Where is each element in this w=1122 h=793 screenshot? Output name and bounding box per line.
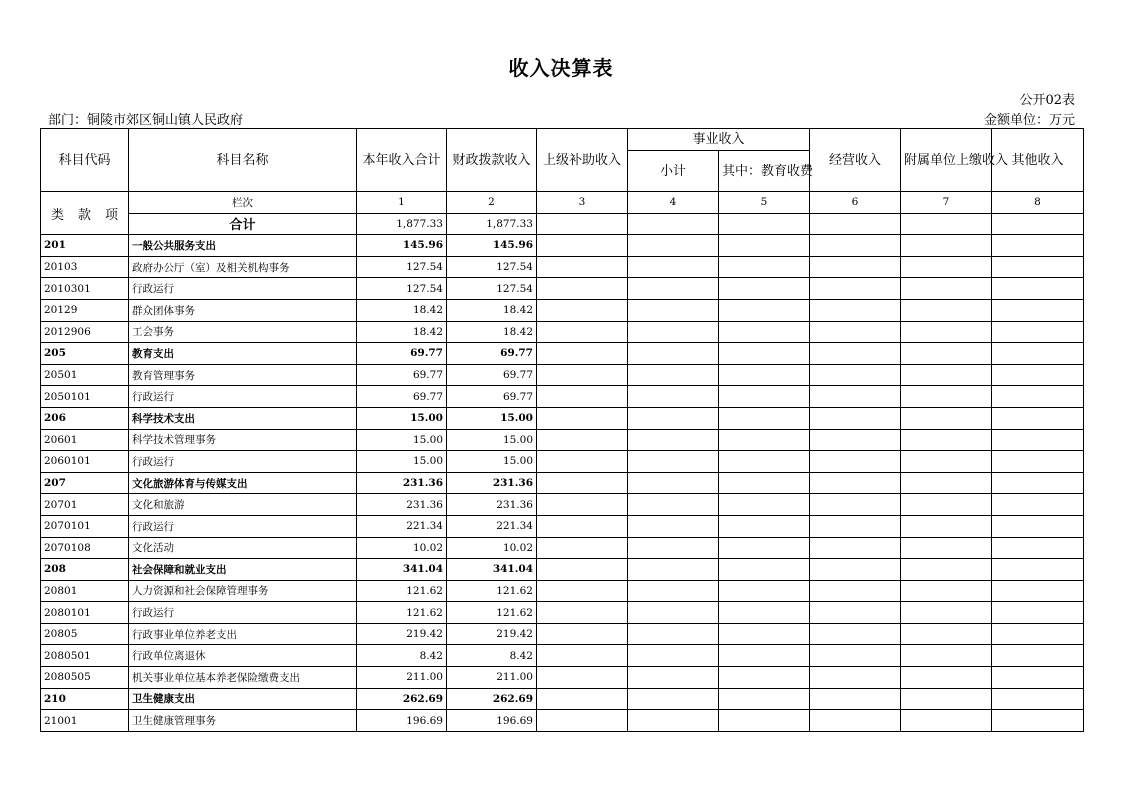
header-career-education: 其中：教育收费 <box>719 151 810 192</box>
empty-cell <box>628 213 719 235</box>
subject-name: 卫生健康支出 <box>129 688 357 710</box>
empty-cell <box>810 515 901 537</box>
empty-cell <box>628 429 719 451</box>
empty-cell <box>901 710 992 732</box>
row-total: 8.42 <box>357 645 447 667</box>
empty-cell <box>810 602 901 624</box>
empty-cell <box>628 645 719 667</box>
empty-cell <box>719 364 810 386</box>
header-name: 科目名称 <box>129 129 357 192</box>
row-fiscal: 15.00 <box>447 429 537 451</box>
row-fiscal: 18.42 <box>447 321 537 343</box>
empty-cell <box>719 407 810 429</box>
row-fiscal: 10.02 <box>447 537 537 559</box>
empty-cell <box>537 364 628 386</box>
subject-name: 科学技术支出 <box>129 407 357 429</box>
empty-cell <box>992 407 1084 429</box>
empty-cell <box>719 343 810 365</box>
empty-cell <box>901 559 992 581</box>
header-affiliated: 附属单位上缴收入 <box>901 129 992 192</box>
empty-cell <box>992 515 1084 537</box>
empty-cell <box>628 256 719 278</box>
empty-cell <box>810 580 901 602</box>
empty-cell <box>901 321 992 343</box>
subject-code: 2010301 <box>41 278 129 300</box>
empty-cell <box>810 429 901 451</box>
subject-name: 科学技术管理事务 <box>129 429 357 451</box>
subject-code: 21001 <box>41 710 129 732</box>
empty-cell <box>992 235 1084 257</box>
empty-cell <box>628 407 719 429</box>
empty-cell <box>901 667 992 689</box>
header-other: 其他收入 <box>992 129 1084 192</box>
empty-cell <box>537 213 628 235</box>
col-num-2: 2 <box>447 192 537 214</box>
subject-name: 行政运行 <box>129 386 357 408</box>
empty-cell <box>537 343 628 365</box>
header-fiscal: 财政拨款收入 <box>447 129 537 192</box>
income-table <box>40 128 1084 732</box>
row-fiscal: 219.42 <box>447 623 537 645</box>
row-total: 262.69 <box>357 688 447 710</box>
header-code: 科目代码 <box>41 129 129 192</box>
row-total: 18.42 <box>357 321 447 343</box>
col-num-1: 1 <box>357 192 447 214</box>
col-num-3: 3 <box>537 192 628 214</box>
empty-cell <box>628 515 719 537</box>
table-row <box>41 278 1084 300</box>
empty-cell <box>537 645 628 667</box>
empty-cell <box>901 537 992 559</box>
subject-name: 文化活动 <box>129 537 357 559</box>
row-total: 69.77 <box>357 343 447 365</box>
subject-name: 行政事业单位养老支出 <box>129 623 357 645</box>
subject-code: 2060101 <box>41 451 129 473</box>
empty-cell <box>719 710 810 732</box>
empty-cell <box>810 472 901 494</box>
empty-cell <box>810 537 901 559</box>
row-fiscal: 127.54 <box>447 278 537 300</box>
page-title: 收入决算表 <box>508 56 614 80</box>
col-num-8: 8 <box>992 192 1084 214</box>
subject-name: 群众团体事务 <box>129 299 357 321</box>
empty-cell <box>628 299 719 321</box>
department-label: 部门：铜陵市郊区铜山镇人民政府 <box>48 113 244 128</box>
empty-cell <box>628 623 719 645</box>
subject-code: 20129 <box>41 299 129 321</box>
empty-cell <box>901 364 992 386</box>
subject-name: 文化旅游体育与传媒支出 <box>129 472 357 494</box>
empty-cell <box>719 688 810 710</box>
empty-cell <box>992 623 1084 645</box>
empty-cell <box>628 688 719 710</box>
table-row <box>41 494 1084 516</box>
empty-cell <box>719 494 810 516</box>
row-total: 121.62 <box>357 602 447 624</box>
lanci-label: 栏次 <box>129 192 357 214</box>
table-row <box>41 645 1084 667</box>
subject-name: 文化和旅游 <box>129 494 357 516</box>
table-row <box>41 710 1084 732</box>
empty-cell <box>810 299 901 321</box>
empty-cell <box>992 710 1084 732</box>
column-number-row <box>41 192 1084 214</box>
empty-cell <box>901 299 992 321</box>
empty-cell <box>537 602 628 624</box>
subject-code: 2070108 <box>41 537 129 559</box>
empty-cell <box>810 386 901 408</box>
empty-cell <box>901 235 992 257</box>
empty-cell <box>628 494 719 516</box>
subject-name: 工会事务 <box>129 321 357 343</box>
empty-cell <box>901 494 992 516</box>
empty-cell <box>537 451 628 473</box>
empty-cell <box>628 364 719 386</box>
table-row <box>41 667 1084 689</box>
row-total: 15.00 <box>357 451 447 473</box>
empty-cell <box>992 559 1084 581</box>
empty-cell <box>537 407 628 429</box>
subject-code: 2080501 <box>41 645 129 667</box>
empty-cell <box>901 602 992 624</box>
empty-cell <box>992 429 1084 451</box>
empty-cell <box>537 515 628 537</box>
col-num-5: 5 <box>719 192 810 214</box>
empty-cell <box>810 235 901 257</box>
subject-name: 教育支出 <box>129 343 357 365</box>
subject-code: 2012906 <box>41 321 129 343</box>
empty-cell <box>992 256 1084 278</box>
row-fiscal: 231.36 <box>447 472 537 494</box>
table-row <box>41 429 1084 451</box>
subject-name: 教育管理事务 <box>129 364 357 386</box>
table-row <box>41 515 1084 537</box>
empty-cell <box>992 645 1084 667</box>
empty-cell <box>628 710 719 732</box>
row-fiscal: 18.42 <box>447 299 537 321</box>
col-num-4: 4 <box>628 192 719 214</box>
empty-cell <box>810 667 901 689</box>
empty-cell <box>901 645 992 667</box>
row-fiscal: 196.69 <box>447 710 537 732</box>
empty-cell <box>992 343 1084 365</box>
empty-cell <box>719 235 810 257</box>
header-career-subtotal: 小计 <box>628 151 719 192</box>
row-total: 15.00 <box>357 407 447 429</box>
empty-cell <box>901 515 992 537</box>
empty-cell <box>628 472 719 494</box>
empty-cell <box>719 537 810 559</box>
empty-cell <box>628 580 719 602</box>
empty-cell <box>901 343 992 365</box>
subject-name: 社会保障和就业支出 <box>129 559 357 581</box>
empty-cell <box>901 580 992 602</box>
empty-cell <box>992 278 1084 300</box>
empty-cell <box>537 559 628 581</box>
empty-cell <box>719 386 810 408</box>
table-row <box>41 688 1084 710</box>
row-total: 121.62 <box>357 580 447 602</box>
table-row <box>41 451 1084 473</box>
header-superior: 上级补助收入 <box>537 129 628 192</box>
level-xiang: 项 <box>104 207 118 223</box>
subject-code: 20801 <box>41 580 129 602</box>
empty-cell <box>628 602 719 624</box>
empty-cell <box>719 299 810 321</box>
level-cell <box>41 192 129 235</box>
table-row <box>41 235 1084 257</box>
table-row <box>41 321 1084 343</box>
subject-name: 行政运行 <box>129 602 357 624</box>
empty-cell <box>628 667 719 689</box>
empty-cell <box>537 688 628 710</box>
empty-cell <box>719 213 810 235</box>
unit-label: 金额单位：万元 <box>983 113 1075 128</box>
table-row <box>41 623 1084 645</box>
empty-cell <box>719 559 810 581</box>
subject-code: 205 <box>41 343 129 365</box>
row-fiscal: 69.77 <box>447 386 537 408</box>
empty-cell <box>628 559 719 581</box>
empty-cell <box>719 256 810 278</box>
empty-cell <box>537 256 628 278</box>
empty-cell <box>810 645 901 667</box>
empty-cell <box>628 537 719 559</box>
empty-cell <box>628 386 719 408</box>
empty-cell <box>901 429 992 451</box>
subject-name: 行政单位离退休 <box>129 645 357 667</box>
row-fiscal: 145.96 <box>447 235 537 257</box>
table-row <box>41 559 1084 581</box>
empty-cell <box>537 429 628 451</box>
empty-cell <box>992 667 1084 689</box>
empty-cell <box>992 299 1084 321</box>
table-row <box>41 343 1084 365</box>
empty-cell <box>537 235 628 257</box>
subject-name: 卫生健康管理事务 <box>129 710 357 732</box>
row-fiscal: 211.00 <box>447 667 537 689</box>
row-fiscal: 231.36 <box>447 494 537 516</box>
empty-cell <box>810 688 901 710</box>
empty-cell <box>992 472 1084 494</box>
subject-name: 政府办公厅（室）及相关机构事务 <box>129 256 357 278</box>
empty-cell <box>537 299 628 321</box>
empty-cell <box>719 472 810 494</box>
subject-name: 一般公共服务支出 <box>129 235 357 257</box>
table-row <box>41 407 1084 429</box>
subject-name: 行政运行 <box>129 278 357 300</box>
table-row <box>41 364 1084 386</box>
empty-cell <box>901 256 992 278</box>
row-fiscal: 221.34 <box>447 515 537 537</box>
total-label: 合计 <box>129 213 357 235</box>
subject-code: 208 <box>41 559 129 581</box>
empty-cell <box>537 386 628 408</box>
empty-cell <box>628 343 719 365</box>
subject-code: 207 <box>41 472 129 494</box>
subject-code: 20103 <box>41 256 129 278</box>
row-total: 127.54 <box>357 278 447 300</box>
empty-cell <box>810 321 901 343</box>
subject-code: 20601 <box>41 429 129 451</box>
empty-cell <box>537 580 628 602</box>
subject-name: 人力资源和社会保障管理事务 <box>129 580 357 602</box>
row-fiscal: 15.00 <box>447 407 537 429</box>
empty-cell <box>537 321 628 343</box>
row-total: 10.02 <box>357 537 447 559</box>
empty-cell <box>628 321 719 343</box>
empty-cell <box>992 602 1084 624</box>
empty-cell <box>992 213 1084 235</box>
empty-cell <box>719 278 810 300</box>
subject-code: 206 <box>41 407 129 429</box>
empty-cell <box>537 623 628 645</box>
row-total: 211.00 <box>357 667 447 689</box>
subject-name: 行政运行 <box>129 451 357 473</box>
empty-cell <box>992 537 1084 559</box>
col-num-7: 7 <box>901 192 992 214</box>
col-num-6: 6 <box>810 192 901 214</box>
empty-cell <box>901 623 992 645</box>
empty-cell <box>901 472 992 494</box>
empty-cell <box>537 710 628 732</box>
empty-cell <box>719 429 810 451</box>
level-lei: 类 <box>50 207 64 223</box>
row-total: 231.36 <box>357 494 447 516</box>
subject-name: 机关事业单位基本养老保险缴费支出 <box>129 667 357 689</box>
empty-cell <box>901 407 992 429</box>
subject-code: 201 <box>41 235 129 257</box>
empty-cell <box>719 580 810 602</box>
row-fiscal: 69.77 <box>447 364 537 386</box>
empty-cell <box>992 364 1084 386</box>
row-fiscal: 69.77 <box>447 343 537 365</box>
total-row <box>41 213 1084 235</box>
empty-cell <box>719 645 810 667</box>
table-row <box>41 580 1084 602</box>
empty-cell <box>810 559 901 581</box>
row-total: 231.36 <box>357 472 447 494</box>
empty-cell <box>628 451 719 473</box>
empty-cell <box>901 688 992 710</box>
empty-cell <box>901 386 992 408</box>
empty-cell <box>992 451 1084 473</box>
empty-cell <box>810 407 901 429</box>
form-code: 公开02表 <box>1019 93 1075 108</box>
subject-code: 210 <box>41 688 129 710</box>
empty-cell <box>537 667 628 689</box>
empty-cell <box>719 515 810 537</box>
empty-cell <box>719 667 810 689</box>
empty-cell <box>537 494 628 516</box>
empty-cell <box>628 278 719 300</box>
empty-cell <box>810 343 901 365</box>
row-total: 341.04 <box>357 559 447 581</box>
empty-cell <box>628 235 719 257</box>
table-row <box>41 386 1084 408</box>
empty-cell <box>901 451 992 473</box>
subject-code: 2080101 <box>41 602 129 624</box>
row-fiscal: 8.42 <box>447 645 537 667</box>
header-business: 经营收入 <box>810 129 901 192</box>
table-row <box>41 299 1084 321</box>
empty-cell <box>992 494 1084 516</box>
row-fiscal: 15.00 <box>447 451 537 473</box>
level-kuan: 款 <box>77 207 91 223</box>
subject-code: 2050101 <box>41 386 129 408</box>
total-amount: 1,877.33 <box>357 213 447 235</box>
empty-cell <box>992 386 1084 408</box>
row-total: 221.34 <box>357 515 447 537</box>
empty-cell <box>992 688 1084 710</box>
empty-cell <box>719 321 810 343</box>
subject-code: 20501 <box>41 364 129 386</box>
total-fiscal: 1,877.33 <box>447 213 537 235</box>
row-fiscal: 121.62 <box>447 602 537 624</box>
empty-cell <box>901 213 992 235</box>
subject-code: 2070101 <box>41 515 129 537</box>
empty-cell <box>901 278 992 300</box>
empty-cell <box>719 451 810 473</box>
empty-cell <box>537 472 628 494</box>
row-fiscal: 127.54 <box>447 256 537 278</box>
empty-cell <box>810 213 901 235</box>
empty-cell <box>810 451 901 473</box>
row-total: 196.69 <box>357 710 447 732</box>
subject-code: 2080505 <box>41 667 129 689</box>
row-fiscal: 262.69 <box>447 688 537 710</box>
empty-cell <box>810 256 901 278</box>
subject-code: 20701 <box>41 494 129 516</box>
empty-cell <box>719 623 810 645</box>
header-career: 事业收入 <box>628 129 810 151</box>
empty-cell <box>992 321 1084 343</box>
header-total: 本年收入合计 <box>357 129 447 192</box>
empty-cell <box>537 537 628 559</box>
empty-cell <box>992 580 1084 602</box>
row-total: 219.42 <box>357 623 447 645</box>
row-total: 15.00 <box>357 429 447 451</box>
subject-name: 行政运行 <box>129 515 357 537</box>
empty-cell <box>810 278 901 300</box>
row-total: 127.54 <box>357 256 447 278</box>
empty-cell <box>810 710 901 732</box>
empty-cell <box>810 364 901 386</box>
table-row <box>41 472 1084 494</box>
table-row <box>41 537 1084 559</box>
row-fiscal: 341.04 <box>447 559 537 581</box>
row-total: 69.77 <box>357 364 447 386</box>
subject-code: 20805 <box>41 623 129 645</box>
table-row <box>41 256 1084 278</box>
table-row <box>41 602 1084 624</box>
empty-cell <box>537 278 628 300</box>
row-total: 69.77 <box>357 386 447 408</box>
empty-cell <box>810 494 901 516</box>
row-fiscal: 121.62 <box>447 580 537 602</box>
empty-cell <box>810 623 901 645</box>
empty-cell <box>719 602 810 624</box>
row-total: 18.42 <box>357 299 447 321</box>
row-total: 145.96 <box>357 235 447 257</box>
